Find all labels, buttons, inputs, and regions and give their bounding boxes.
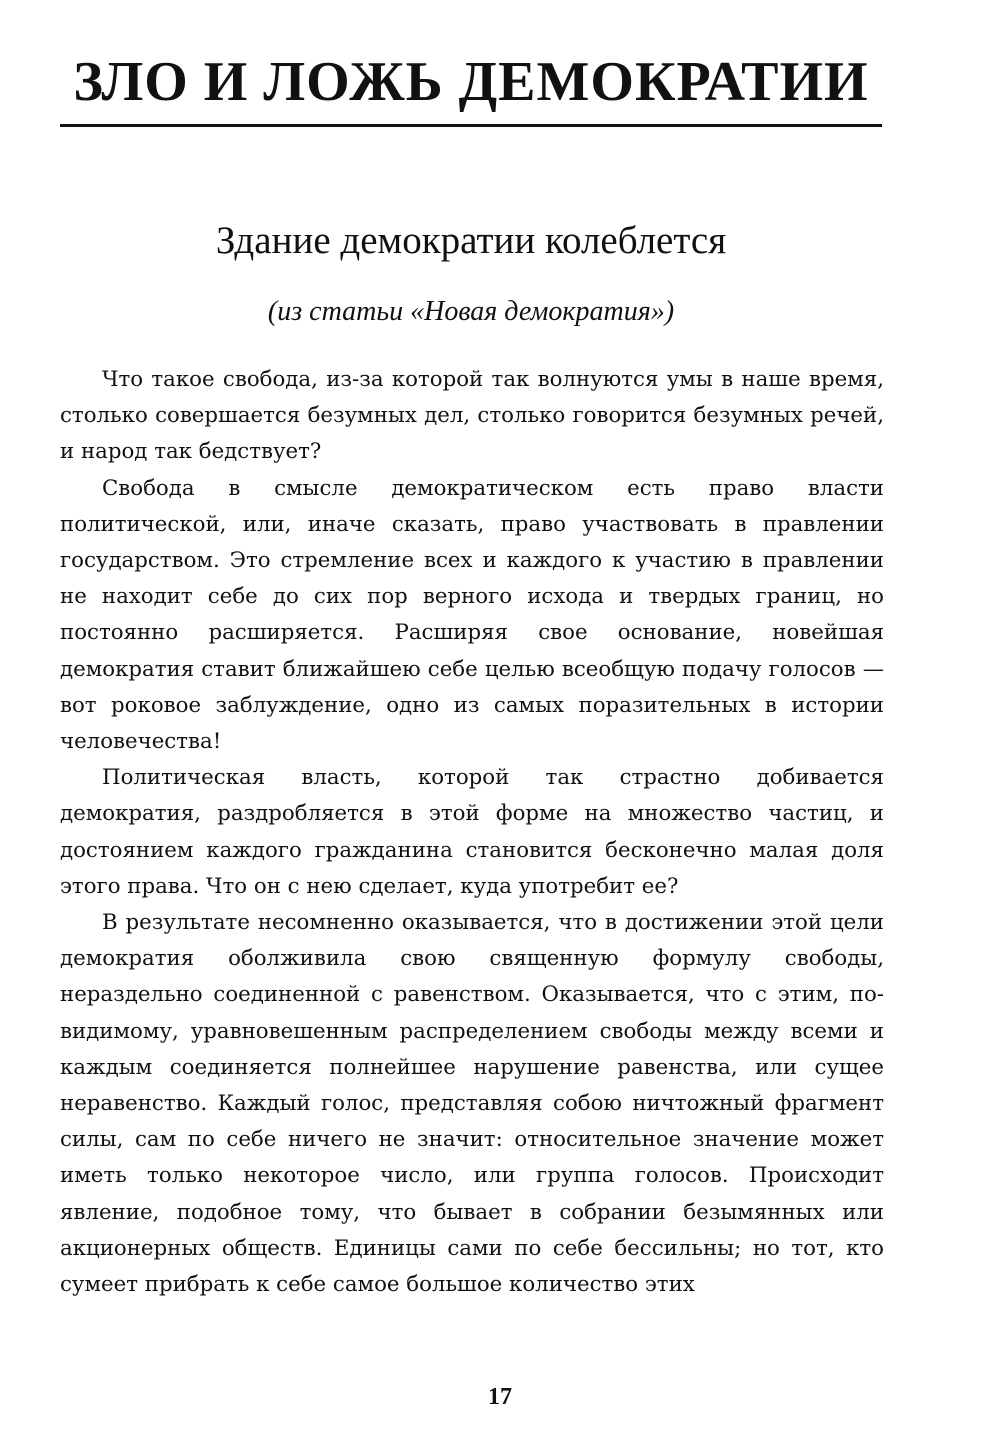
section-title: Здание демократии колеблется [215, 219, 727, 262]
page-number: 17 [488, 1384, 512, 1410]
paragraph-4: В результате несомненно оказывается, что в достижении этой цели демократия оболживила свою священную формулу свободы, нераздельно соединенной с равенством. Оказывается, что с этим, по-видимому, уравновешенным распределением свободы между всеми и каждым соединяется полнейшее нарушение равенства, или сущее неравенство. Каждый голос, представляя собою ничтожный фрагмент силы, сам по себе ничего не значит: относительное значение может иметь только некоторое число, или группа голосов. Происходит явление, подобное тому, что бывает в собрании безымянных или акционерных обществ. Единицы сами по себе бессильны; но тот, кто сумеет прибрать к себе самое большое количество этих [60, 910, 884, 1298]
body-text [60, 362, 884, 1303]
section-subtitle: (из статьи «Новая демократия») [267, 296, 675, 327]
chapter-title: ЗЛО И ЛОЖЬ ДЕМОКРАТИИ [73, 51, 869, 113]
title-divider [60, 124, 882, 127]
paragraph-3: Политическая власть, которой так страстно добивается демократия, раздробляется в этой форме на множество частиц, и достоянием каждого гражданина становится бесконечно малая доля этого права. Что он с нею сделает, куда употребит ее? [60, 765, 884, 899]
paragraph-2: Свобода в смысле демократическом есть право власти политической, или, иначе сказать, право участвовать в правлении государством. Это стремление всех и каждого к участию в правлении не находит себе до сих пор верного исхода и твердых границ, но постоянно расширяется. Расширяя свое основание, новейшая демократия ставит ближайшею себе целью всеобщую подачу голосов — вот роковое заблуждение, одно из самых поразительных в истории человечества! [60, 475, 884, 755]
paragraph-1: Что такое свобода, из-за которой так волнуются умы в наше время, столько совершается безумных дел, столько говорится безумных речей, и народ так бедствует? [60, 367, 884, 465]
